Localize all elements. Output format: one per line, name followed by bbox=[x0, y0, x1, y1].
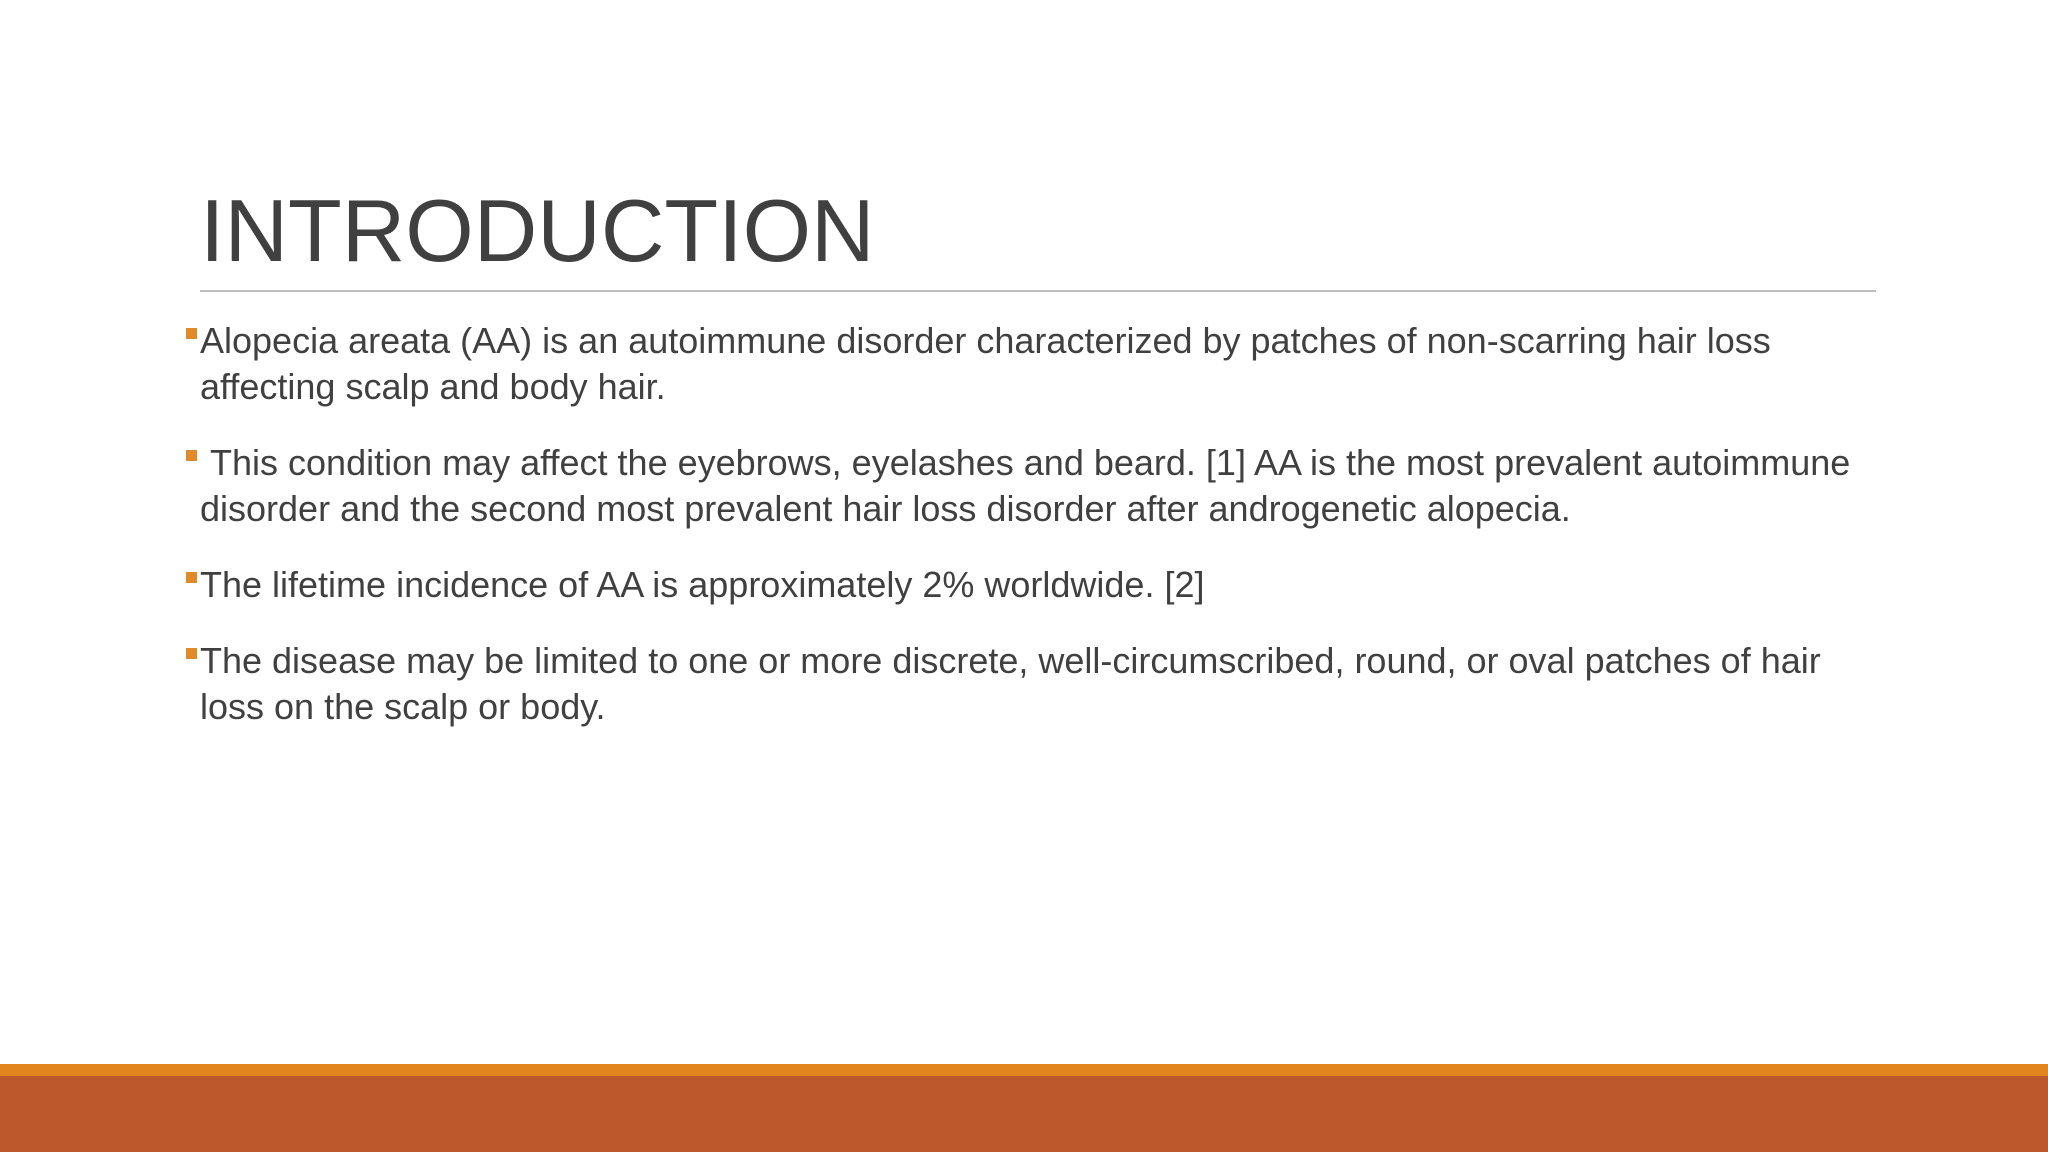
bullet-item bbox=[186, 440, 1876, 532]
title-divider bbox=[200, 290, 1876, 292]
bullet-text: This condition may affect the eyebrows, eyelashes and beard. [1] AA is the most prevalent autoimmune disorder and the second most prevalent hair loss disorder after androgenetic alopecia. bbox=[200, 442, 1861, 529]
square-bullet-icon bbox=[186, 648, 197, 659]
square-bullet-icon bbox=[186, 572, 197, 583]
bullet-item bbox=[186, 638, 1876, 730]
bullet-text: The disease may be limited to one or more discrete, well-circumscribed, round, or oval patches of hair loss on the scalp or body. bbox=[200, 640, 1821, 727]
bullet-text: Alopecia areata (AA) is an autoimmune disorder characterized by patches of non-scarring hair loss affecting scalp and body hair. bbox=[200, 320, 1771, 407]
footer-band bbox=[0, 1076, 2048, 1152]
slide-title: INTRODUCTION bbox=[200, 181, 875, 280]
bullet-item bbox=[186, 562, 1876, 608]
footer-accent-bar bbox=[0, 1064, 2048, 1076]
bullet-text: The lifetime incidence of AA is approximately 2% worldwide. [2] bbox=[200, 564, 1205, 605]
bullet-item bbox=[186, 318, 1876, 410]
bullet-list bbox=[186, 318, 1876, 760]
square-bullet-icon bbox=[186, 450, 197, 461]
square-bullet-icon bbox=[186, 328, 197, 339]
